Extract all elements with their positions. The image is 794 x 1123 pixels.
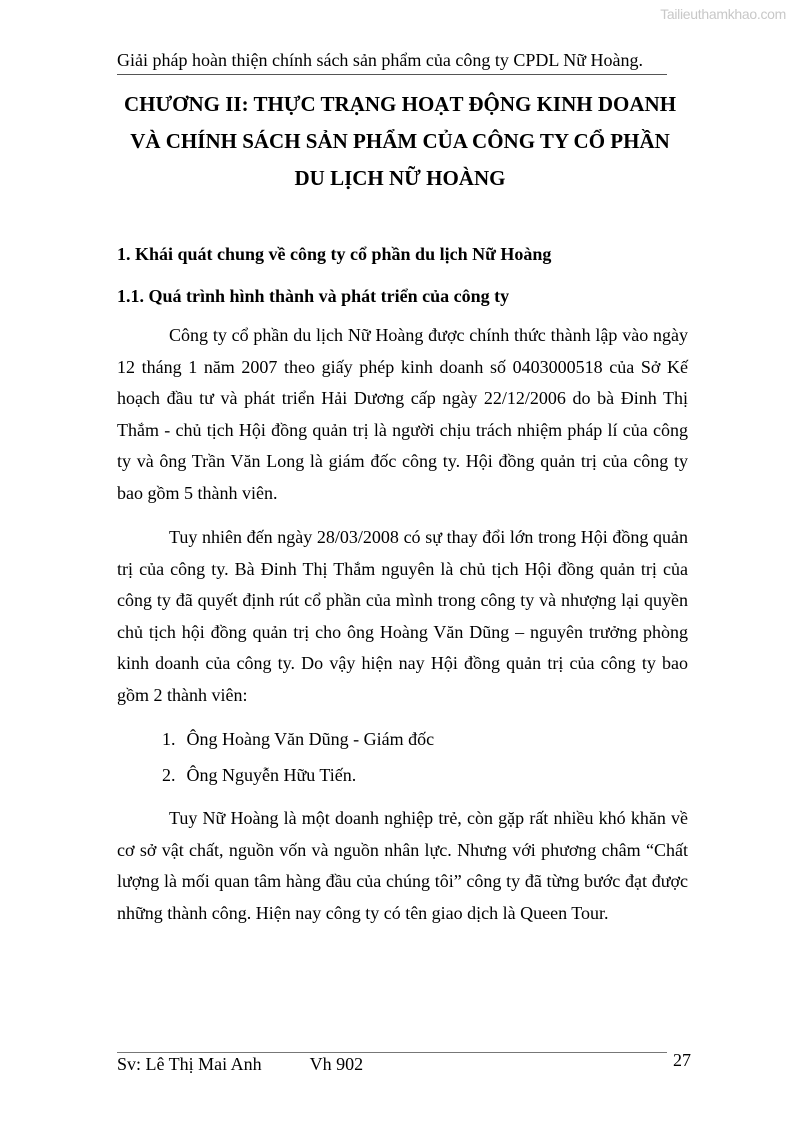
- paragraph-founding: Công ty cổ phần du lịch Nữ Hoàng được chính thức thành lập vào ngày 12 tháng 1 năm 2007 theo giấy phép kinh doanh số 0403000518 của Sở Kế hoạch đầu tư và phát triển Hải Dương cấp ngày 22/12/2006 do bà Đinh Thị Thắm - chủ tịch Hội đồng quản trị là người chịu trách nhiệm pháp lí của công ty và ông Trần Văn Long là giám đốc công ty. Hội đồng quản trị của công ty bao gồm 5 thành viên.: [117, 325, 688, 503]
- list-item: [117, 724, 688, 760]
- paragraph-board-change: Tuy nhiên đến ngày 28/03/2008 có sự thay đổi lớn trong Hội đồng quản trị của công ty. Bà Đinh Thị Thắm nguyên là chủ tịch Hội đồng quản trị của công ty đã quyết định rút cổ phần của mình trong công ty và nhượng lại quyền chủ tịch hội đồng quản trị cho ông Hoàng Văn Dũng – nguyên trưởng phòng kinh doanh của công ty. Do vậy hiện nay Hội đồng quản trị của công ty bao gồm 2 thành viên:: [117, 527, 688, 705]
- list-text: Ông Hoàng Văn Dũng - Giám đốc: [186, 729, 435, 749]
- list-number: 2.: [162, 765, 176, 785]
- footer-student: Sv: Lê Thị Mai Anh: [117, 1054, 262, 1074]
- list-item: [117, 760, 688, 796]
- list-number: 1.: [162, 729, 176, 749]
- chapter-title: [110, 86, 690, 197]
- chapter-title-line-2: VÀ CHÍNH SÁCH SẢN PHẨM CỦA CÔNG TY CỔ PHẦN: [130, 129, 670, 153]
- header-divider: [117, 74, 667, 75]
- footer-divider: [117, 1052, 667, 1053]
- page-number: 27: [673, 1050, 691, 1070]
- list-text: Ông Nguyễn Hữu Tiến.: [186, 765, 357, 785]
- section-heading: 1. Khái quát chung về công ty cổ phần du lịch Nữ Hoàng: [117, 244, 552, 264]
- paragraph-current-status: Tuy Nữ Hoàng là một doanh nghiệp trẻ, còn gặp rất nhiều khó khăn về cơ sở vật chất, nguồn vốn và nguồn nhân lực. Nhưng với phương châm “Chất lượng là mối quan tâm hàng đầu của chúng tôi” công ty đã từng bước đạt được những thành công. Hiện nay công ty có tên giao dịch là Queen Tour.: [117, 808, 688, 923]
- running-header: Giải pháp hoàn thiện chính sách sản phẩm của công ty CPDL Nữ Hoàng.: [117, 50, 643, 70]
- watermark: Tailieuthamkhao.com: [660, 6, 786, 22]
- footer: [117, 1054, 363, 1075]
- subsection-heading: 1.1. Quá trình hình thành và phát triển của công ty: [117, 286, 510, 306]
- chapter-title-line-1: CHƯƠNG II: THỰC TRẠNG HOẠT ĐỘNG KINH DOANH: [123, 92, 677, 116]
- footer-class: Vh 902: [309, 1054, 364, 1074]
- chapter-title-line-3: DU LỊCH NỮ HOÀNG: [294, 166, 506, 190]
- board-members-list: [117, 724, 688, 796]
